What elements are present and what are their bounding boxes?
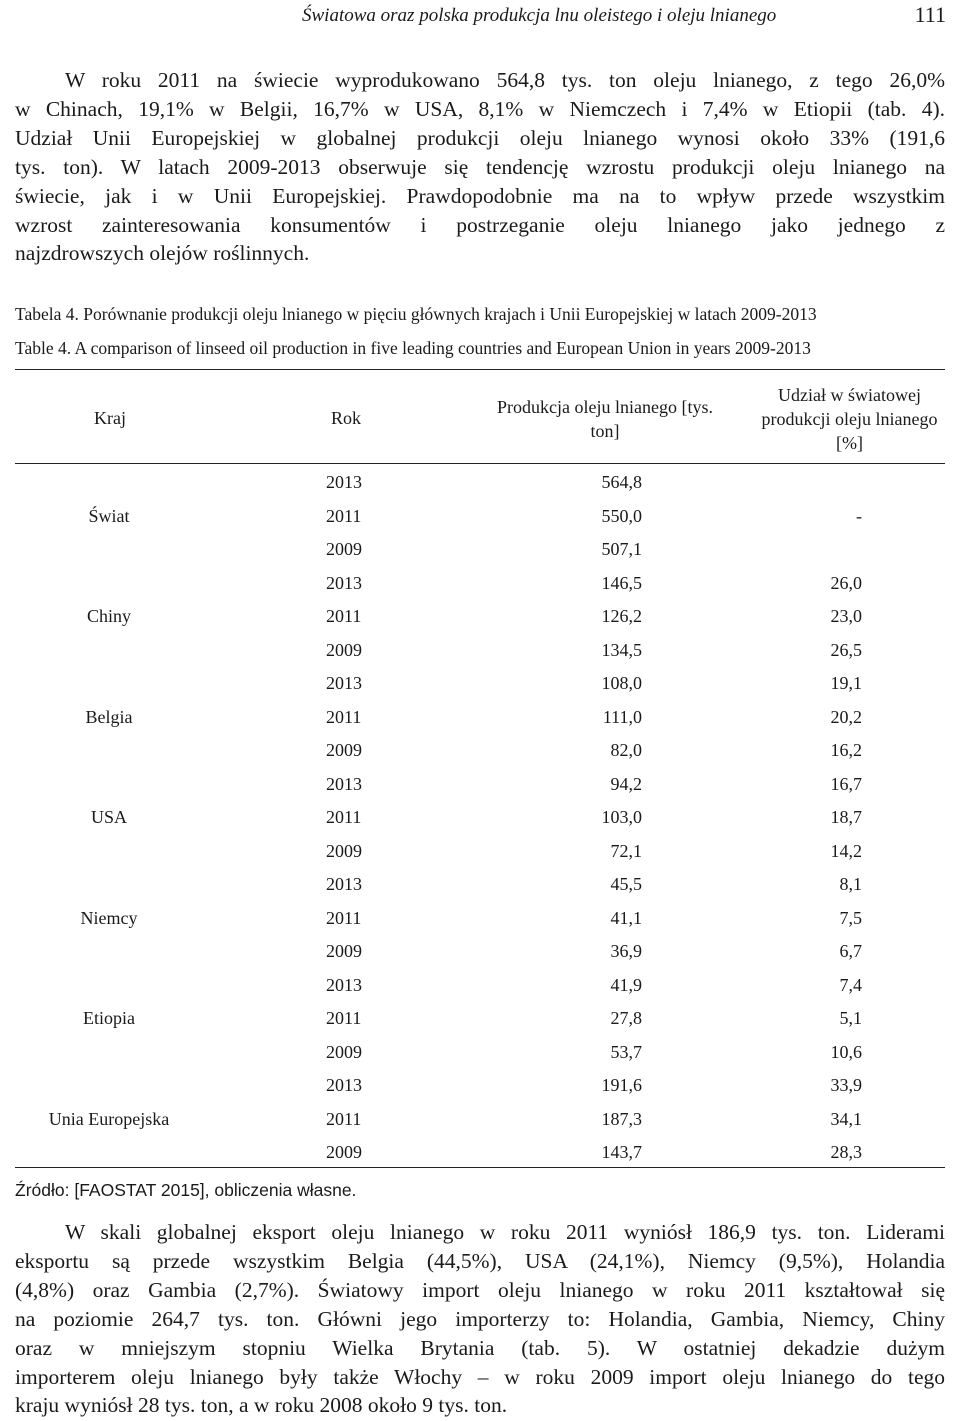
year-cell: 2009 [326, 840, 362, 861]
share-cell: 16,2 [830, 740, 862, 760]
share-cell: 19,1 [830, 673, 862, 693]
year-cell: 2013 [326, 572, 362, 593]
body-paragraph-1 [15, 66, 945, 268]
share-cell: 7,5 [839, 907, 862, 928]
share-cell: 14,2 [830, 840, 862, 861]
country-cell: Etiopia [83, 1008, 135, 1028]
share-cell: - [856, 505, 862, 526]
paragraph-line: na poziomie 264,7 tys. ton. Główni jego importerzy to: Holandia, Gambia, Niemcy, Chiny [15, 1306, 945, 1331]
year-cell: 2013 [326, 1075, 362, 1095]
year-cell: 2013 [326, 472, 362, 492]
paragraph-line: kraju wyniósł 28 tys. ton, a w roku 2008 około 9 tys. ton. [15, 1393, 508, 1418]
paragraph-line: Udział Unii Europejskiej w globalnej produkcji oleju lnianego wynosi około 33% (191,6 [15, 125, 945, 150]
body-paragraph-2 [15, 1218, 945, 1420]
year-cell: 2013 [326, 773, 362, 794]
paragraph-line: najzdrowszych olejów roślinnych. [15, 241, 310, 266]
country-cell: Niemcy [80, 907, 138, 928]
share-cell: 34,1 [830, 1108, 862, 1129]
production-cell: 36,9 [610, 941, 642, 961]
share-cell: 18,7 [830, 807, 862, 827]
share-cell: 33,9 [830, 1075, 862, 1095]
page-number: 111 [914, 2, 946, 27]
share-cell: 6,7 [839, 941, 862, 961]
paragraph-line: importerem oleju lnianego były także Włochy – w roku 2009 import oleju lnianego do tego [15, 1364, 945, 1389]
running-header [0, 2, 960, 32]
share-cell: 26,5 [830, 639, 862, 660]
paragraph-line: tys. ton). W latach 2009-2013 obserwuje się tendencję wzrostu produkcji oleju lnianego na [15, 154, 945, 179]
production-cell: 507,1 [601, 539, 642, 559]
production-cell: 103,0 [601, 807, 642, 827]
production-cell: 27,8 [610, 1008, 642, 1028]
paragraph-line: wzrost zainteresowania konsumentów i postrzeganie oleju lnianego jako jednego z [15, 212, 945, 237]
column-header-production: Produkcja oleju lnianego [tys. ton] [497, 397, 713, 441]
year-cell: 2009 [326, 1142, 362, 1162]
country-cell: Chiny [86, 606, 131, 626]
year-cell: 2009 [326, 639, 362, 660]
year-cell: 2011 [326, 505, 362, 526]
share-cell: 26,0 [830, 572, 862, 593]
production-cell: 191,6 [601, 1075, 642, 1095]
production-cell: 550,0 [601, 505, 642, 526]
country-cell: Belgia [85, 706, 133, 727]
year-cell: 2011 [326, 1108, 362, 1129]
table-source-note: Źródło: [FAOSTAT 2015], obliczenia własne. [15, 1180, 357, 1200]
share-cell: 23,0 [830, 606, 862, 626]
year-cell: 2009 [326, 740, 362, 760]
share-cell: 8,1 [839, 874, 862, 894]
production-cell: 45,5 [610, 874, 642, 894]
production-cell: 41,9 [610, 974, 642, 995]
year-cell: 2009 [326, 941, 362, 961]
country-cell: Unia Europejska [48, 1108, 170, 1129]
production-cell: 41,1 [610, 907, 642, 928]
table-caption-pl: Tabela 4. Porównanie produkcji oleju lnianego w pięciu głównych krajach i Unii Europejskiej w latach 2009-2013 [15, 304, 817, 324]
column-header-share: Udział w światowej produkcji oleju lnianego [%] [761, 385, 938, 453]
country-cell: Świat [88, 505, 130, 526]
table-header-rule [15, 463, 945, 464]
year-cell: 2013 [326, 874, 362, 894]
production-cell: 187,3 [601, 1108, 642, 1129]
production-cell: 53,7 [610, 1041, 642, 1062]
production-cell: 143,7 [601, 1142, 642, 1162]
year-cell: 2011 [326, 606, 362, 626]
paragraph-line: eksportu są przede wszystkim Belgia (44,5%), USA (24,1%), Niemcy (9,5%), Holandia [15, 1248, 945, 1273]
column-header-country: Kraj [94, 408, 126, 428]
year-cell: 2011 [326, 907, 362, 928]
share-cell: 7,4 [839, 974, 862, 995]
country-cell: USA [90, 807, 127, 827]
paragraph-line: (4,8%) oraz Gambia (2,7%). Światowy import oleju lnianego w roku 2011 kształtował się [15, 1277, 945, 1302]
production-cell: 72,1 [610, 840, 642, 861]
running-title: Światowa oraz polska produkcja lnu oleistego i oleju lnianego [302, 5, 777, 26]
production-cell: 108,0 [601, 673, 642, 693]
share-cell: 10,6 [830, 1041, 862, 1062]
year-cell: 2009 [326, 539, 362, 559]
production-cell: 111,0 [602, 706, 642, 727]
year-cell: 2011 [326, 807, 362, 827]
production-cell: 134,5 [601, 639, 642, 660]
paragraph-line: W roku 2011 na świecie wyprodukowano 564,8 tys. ton oleju lnianego, z tego 26,0% [65, 68, 945, 92]
paragraph-line: W skali globalnej eksport oleju lnianego w roku 2011 wyniósł 186,9 tys. ton. Liderami [65, 1220, 945, 1244]
production-cell: 146,5 [601, 572, 642, 593]
table-top-rule [15, 369, 945, 370]
share-cell: 16,7 [830, 773, 862, 794]
share-cell: 28,3 [830, 1142, 862, 1162]
table-bottom-rule [15, 1167, 945, 1168]
table-caption-en: Table 4. A comparison of linseed oil production in five leading countries and European Union in years 2009-2013 [15, 338, 811, 358]
column-header-year: Rok [330, 408, 361, 428]
paragraph-line: w Chinach, 19,1% w Belgii, 16,7% w USA, 8,1% w Niemczech i 7,4% w Etiopii (tab. 4). [15, 96, 945, 121]
production-cell: 564,8 [601, 472, 642, 492]
year-cell: 2011 [326, 1008, 362, 1028]
production-cell: 82,0 [610, 740, 642, 760]
year-cell: 2013 [326, 673, 362, 693]
production-cell: 94,2 [610, 773, 642, 794]
year-cell: 2013 [326, 974, 362, 995]
year-cell: 2009 [326, 1041, 362, 1062]
year-cell: 2011 [326, 706, 362, 727]
paragraph-line: oraz w mniejszym stopniu Wielka Brytania (tab. 5). W ostatniej dekadzie dużym [15, 1335, 945, 1360]
share-cell: 20,2 [830, 706, 862, 727]
paragraph-line: świecie, jak i w Unii Europejskiej. Prawdopodobnie ma na to wpływ przede wszystkim [15, 183, 945, 208]
production-cell: 126,2 [601, 606, 642, 626]
share-cell: 5,1 [839, 1008, 862, 1028]
